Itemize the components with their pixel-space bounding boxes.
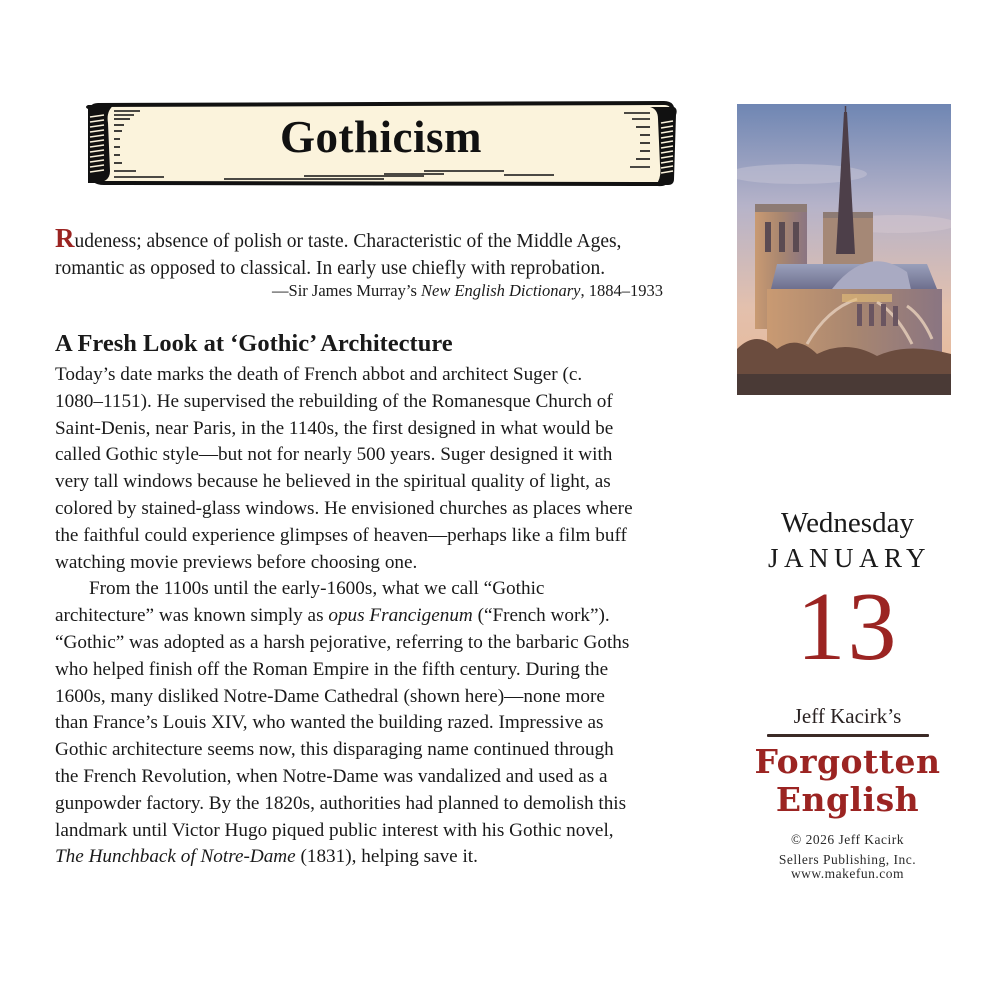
text-line: 1080–1151). He supervised the rebuilding of the Romanesque Church of bbox=[55, 390, 613, 412]
book-title: The Hunchback of Notre-Dame bbox=[55, 846, 296, 868]
definition-line-2: romantic as opposed to classical. In early use chiefly with reprobation. bbox=[55, 258, 606, 279]
weekday: Wednesday bbox=[781, 507, 914, 539]
article-paragraph-2 bbox=[55, 576, 695, 871]
text-line: than France’s Louis XIV, who wanted the building razed. Impressive as bbox=[55, 712, 604, 734]
definition bbox=[55, 225, 705, 282]
text-line: the French Revolution, when Notre-Dame was vandalized and used as a bbox=[55, 765, 608, 787]
text-line: From the 1100s until the early-1600s, what we call “Gothic bbox=[89, 578, 545, 600]
text-line: Gothic architecture seems now, this disparaging name continued through bbox=[55, 739, 614, 761]
text-fragment: (“French work”). bbox=[472, 605, 610, 627]
word-banner bbox=[84, 99, 678, 187]
brand-author: Jeff Kacirk’s bbox=[793, 704, 902, 728]
notre-dame-photo bbox=[737, 104, 951, 395]
citation-prefix: —Sir James Murray’s bbox=[272, 281, 421, 300]
brand-block bbox=[745, 703, 950, 881]
text-line bbox=[55, 844, 695, 871]
brand-logo-line-2: English bbox=[775, 780, 920, 819]
text-line bbox=[55, 603, 695, 630]
copyright: © 2026 Jeff Kacirk bbox=[790, 832, 905, 847]
month: JANUARY bbox=[767, 543, 932, 573]
citation bbox=[55, 280, 663, 302]
text-line: Saint-Denis, near Paris, in the 1140s, the first designed in what would be bbox=[55, 417, 614, 439]
definition-line-1: udeness; absence of polish or taste. Characteristic of the Middle Ages, bbox=[74, 231, 622, 252]
publisher: Sellers Publishing, Inc. bbox=[778, 852, 917, 867]
text-line: 1600s, many disliked Notre-Dame Cathedral (shown here)—none more bbox=[55, 685, 605, 707]
citation-source: New English Dictionary bbox=[421, 281, 581, 300]
text-fragment: architecture” was known simply as bbox=[55, 605, 329, 627]
cathedral-illustration bbox=[737, 104, 951, 395]
website-link[interactable]: www.makefun.com bbox=[790, 866, 905, 881]
text-line: who helped finish off the Roman Empire in the fifth century. During the bbox=[55, 658, 609, 680]
citation-years: , 1884–1933 bbox=[580, 281, 663, 300]
text-line: landmark until Victor Hugo piqued public interest with his Gothic novel, bbox=[55, 819, 614, 841]
text-line: the faithful could experience glimpses of heaven—perhaps like a film buff bbox=[55, 524, 627, 546]
text-line: colored by stained-glass windows. He envisioned churches as places where bbox=[55, 497, 633, 519]
text-line: Today’s date marks the death of French abbot and architect Suger (c. bbox=[55, 364, 583, 385]
divider bbox=[767, 734, 929, 737]
article-paragraph-1 bbox=[55, 362, 695, 576]
drop-cap: R bbox=[55, 223, 75, 253]
entry-word: Gothicism bbox=[280, 112, 482, 162]
latin-term: opus Francigenum bbox=[328, 605, 473, 627]
text-line: “Gothic” was adopted as a harsh pejorative, referring to the barbaric Goths bbox=[55, 631, 630, 653]
day-number: 13 bbox=[796, 573, 899, 681]
text-line: very tall windows because he believed in the spiritual quality of light, as bbox=[55, 471, 611, 493]
text-line: watching movie previews before choosing one. bbox=[55, 551, 418, 573]
brand-logo-line-1: Forgotten bbox=[754, 742, 941, 781]
text-line: gunpowder factory. By the 1820s, authorities had planned to demolish this bbox=[55, 792, 627, 814]
article-heading: A Fresh Look at ‘Gothic’ Architecture bbox=[55, 330, 453, 357]
article-body bbox=[55, 362, 695, 871]
calendar-date bbox=[745, 505, 950, 679]
text-line: called Gothic style—but not for nearly 500 years. Suger designed it with bbox=[55, 444, 613, 466]
text-fragment: (1831), helping save it. bbox=[295, 846, 478, 868]
